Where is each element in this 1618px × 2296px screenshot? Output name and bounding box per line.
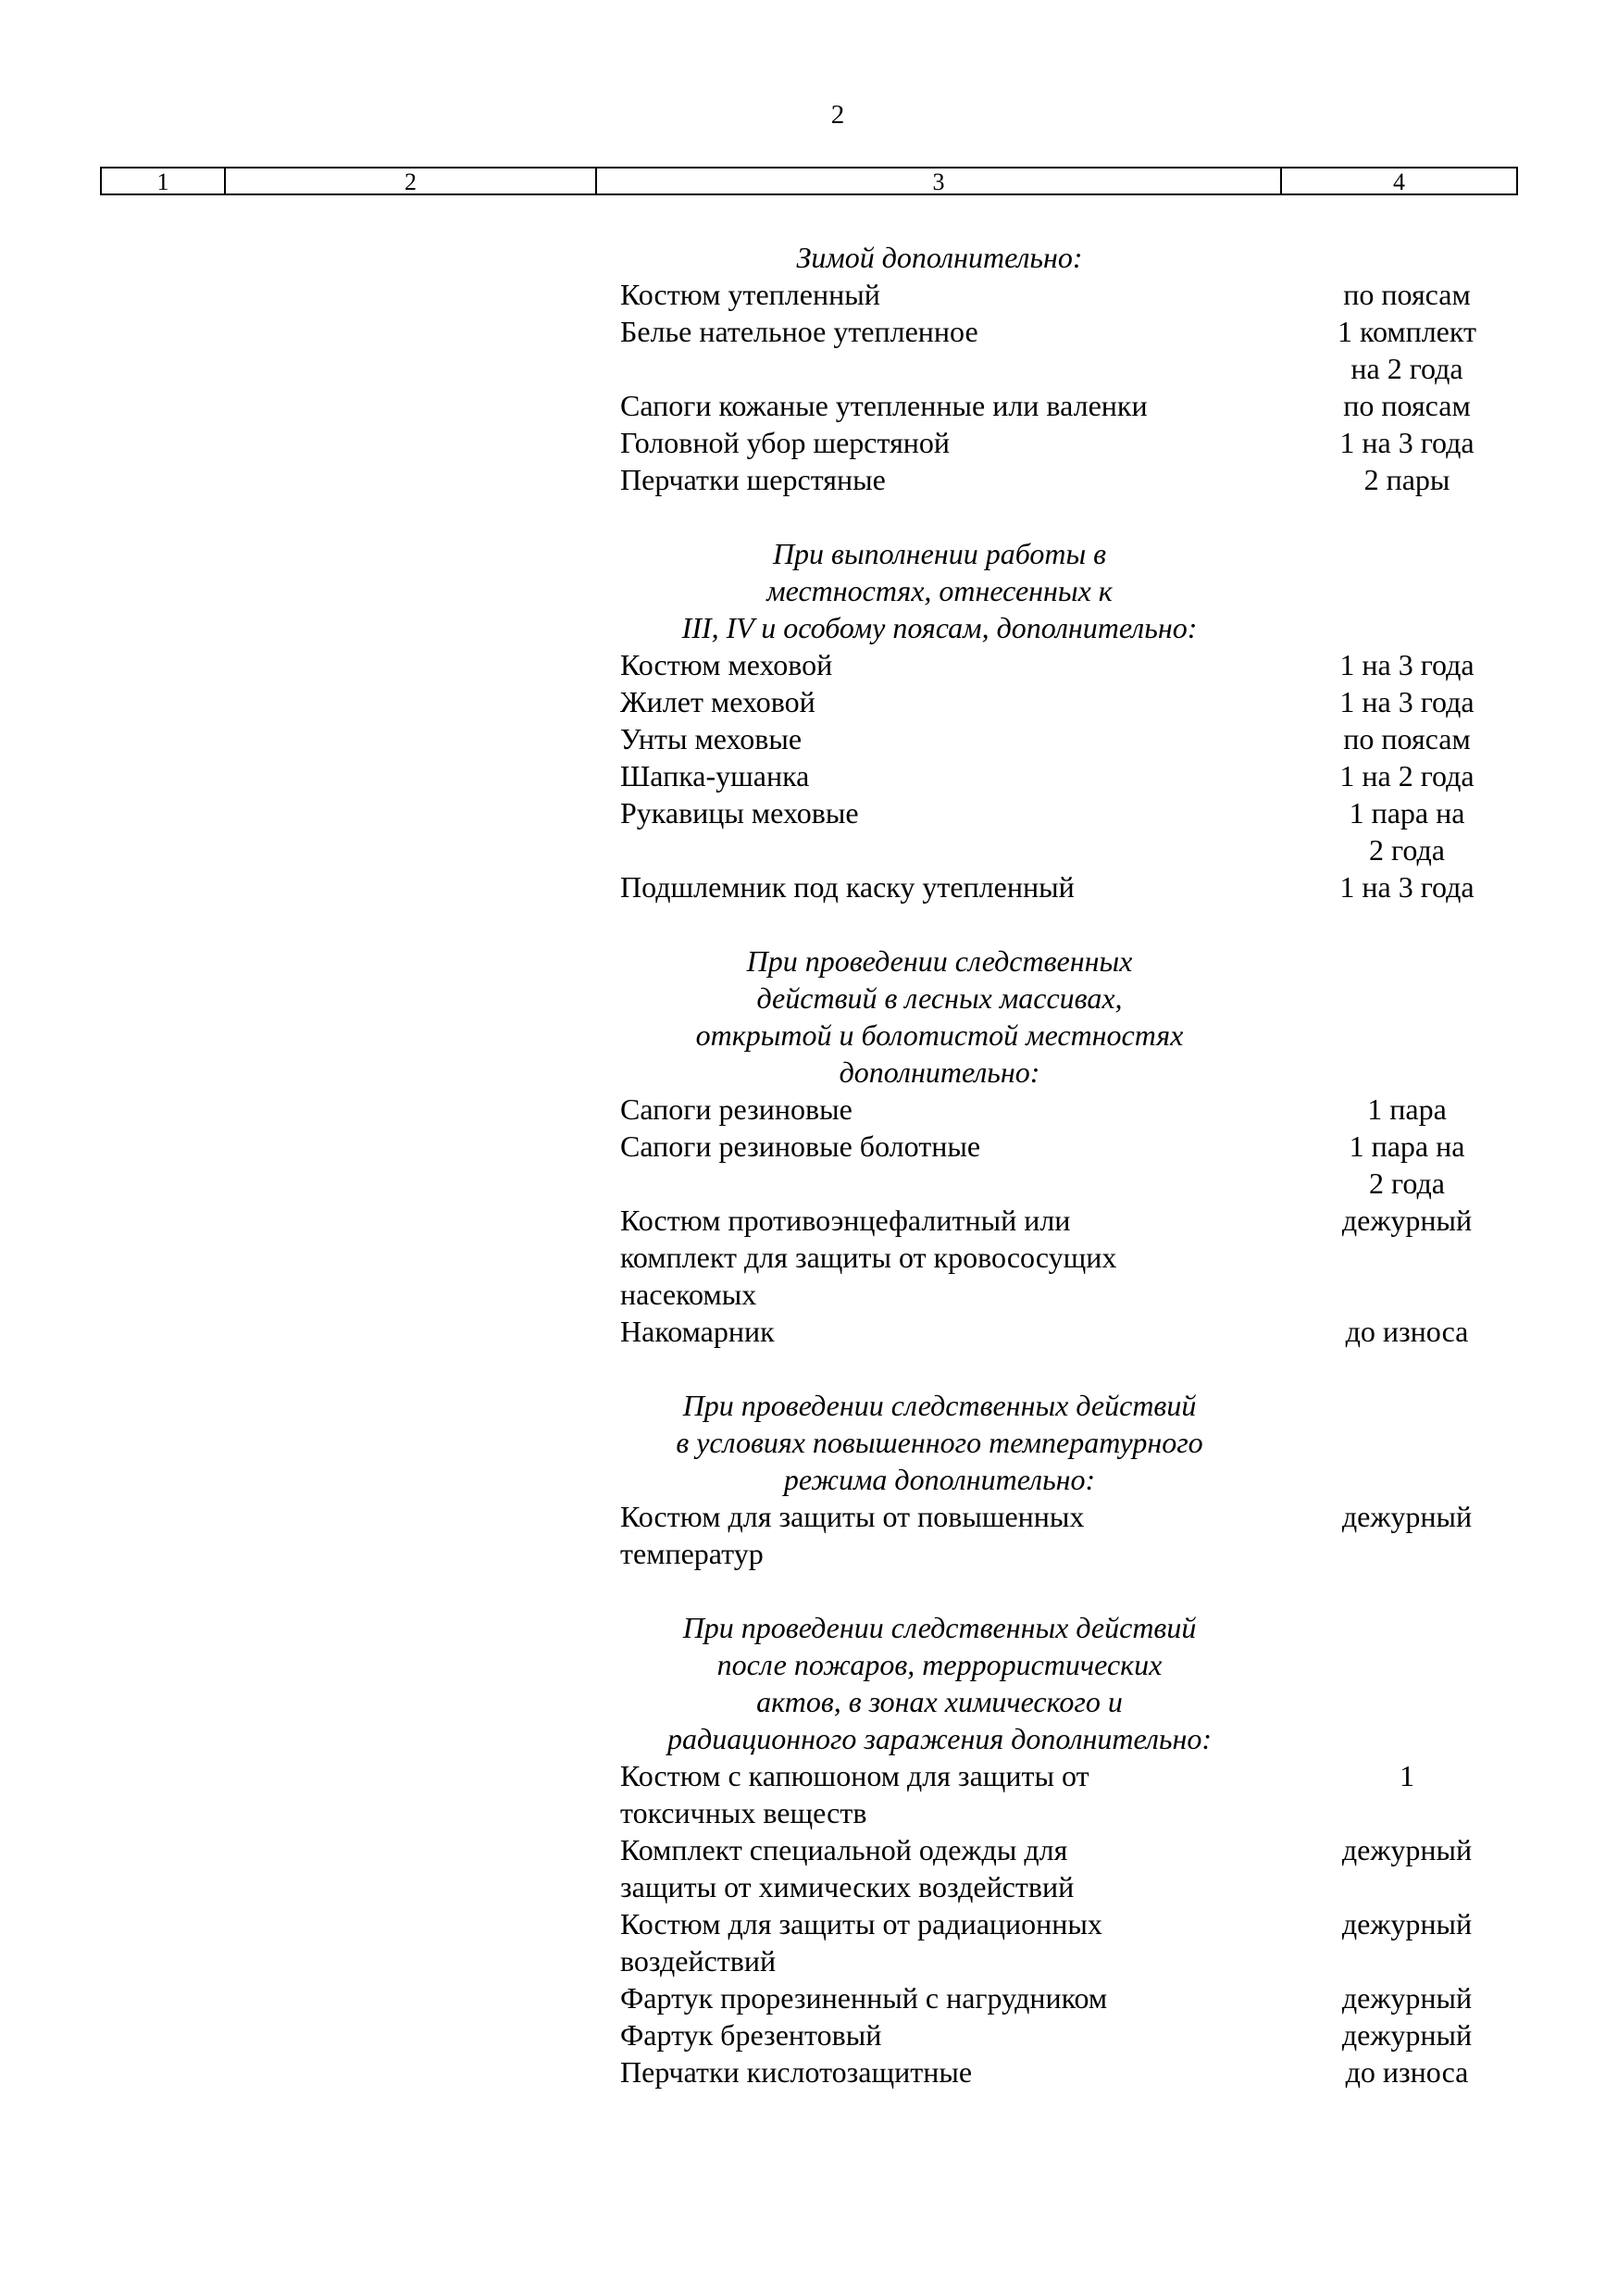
list-item bbox=[0, 387, 1618, 424]
item-quantity-line: на 2 года bbox=[1350, 352, 1463, 385]
item-quantity bbox=[1305, 2016, 1509, 2053]
item-name-line: Костюм для защиты от повышенных bbox=[620, 1500, 1085, 1533]
item-quantity-line: 1 на 3 года bbox=[1339, 685, 1475, 718]
item-quantity-line: 1 bbox=[1400, 1759, 1414, 1792]
item-quantity-line: 2 года bbox=[1369, 1167, 1445, 1200]
item-name bbox=[620, 1905, 1305, 1979]
header-col-3: 3 bbox=[597, 168, 1282, 193]
section-heading bbox=[616, 1609, 1263, 1757]
item-name bbox=[620, 683, 1305, 720]
item-name-line: Сапоги резиновые bbox=[620, 1092, 853, 1126]
list-item bbox=[0, 1831, 1618, 1905]
item-quantity-line: 2 пары bbox=[1363, 463, 1450, 496]
item-name bbox=[620, 757, 1305, 794]
item-name-line: Костюм с капюшоном для защиты от bbox=[620, 1759, 1089, 1792]
item-quantity-line: 1 пара на bbox=[1349, 1129, 1465, 1163]
section-heading-line: Зимой дополнительно: bbox=[796, 241, 1083, 274]
item-quantity bbox=[1305, 1313, 1509, 1350]
item-name bbox=[620, 868, 1305, 905]
item-quantity bbox=[1305, 2053, 1509, 2090]
list-item bbox=[0, 424, 1618, 461]
section-heading-line: При проведении следственных bbox=[746, 944, 1133, 978]
item-name-line: комплект для защиты от кровососущих bbox=[620, 1241, 1117, 1274]
header-col-1: 1 bbox=[102, 168, 226, 193]
item-quantity-line: 2 года bbox=[1369, 833, 1445, 867]
item-quantity-line: по поясам bbox=[1343, 389, 1471, 422]
item-name-line: Рукавицы меховые bbox=[620, 796, 859, 830]
item-name-line: Перчатки шерстяные bbox=[620, 463, 886, 496]
item-quantity-line: 1 на 3 года bbox=[1339, 870, 1475, 904]
section-heading bbox=[616, 1387, 1263, 1498]
item-quantity-line: дежурный bbox=[1341, 1833, 1473, 1866]
list-item bbox=[0, 1313, 1618, 1350]
section-heading bbox=[616, 535, 1263, 646]
item-name-line: Сапоги резиновые болотные bbox=[620, 1129, 981, 1163]
item-quantity-line: дежурный bbox=[1341, 2018, 1473, 2052]
list-item bbox=[0, 1979, 1618, 2016]
item-name bbox=[620, 1831, 1305, 1905]
item-quantity bbox=[1305, 646, 1509, 683]
item-name-line: Комплект специальной одежды для bbox=[620, 1833, 1068, 1866]
item-quantity-line: по поясам bbox=[1343, 278, 1471, 311]
item-name-line: токсичных веществ bbox=[620, 1796, 867, 1829]
section-heading-line: актов, в зонах химического и bbox=[756, 1685, 1123, 1718]
section-heading bbox=[616, 942, 1263, 1091]
item-name-line: Костюм меховой bbox=[620, 648, 833, 681]
item-name bbox=[620, 1979, 1305, 2016]
item-name-line: Перчатки кислотозащитные bbox=[620, 2055, 973, 2089]
item-quantity bbox=[1305, 868, 1509, 905]
item-quantity bbox=[1305, 1498, 1509, 1572]
item-name-line: Сапоги кожаные утепленные или валенки bbox=[620, 389, 1148, 422]
document-body bbox=[0, 239, 1618, 2090]
table-header-row bbox=[100, 167, 1518, 195]
header-col-2: 2 bbox=[226, 168, 597, 193]
item-quantity bbox=[1305, 1905, 1509, 1979]
item-name-line: Костюм для защиты от радиационных bbox=[620, 1907, 1102, 1940]
item-name bbox=[620, 2053, 1305, 2090]
item-quantity bbox=[1305, 1757, 1509, 1831]
item-quantity-line: по поясам bbox=[1343, 722, 1471, 755]
list-item bbox=[0, 276, 1618, 313]
item-name-line: температур bbox=[620, 1537, 764, 1570]
section-heading-line: дополнительно: bbox=[839, 1055, 1040, 1089]
section-heading bbox=[616, 239, 1263, 276]
section-heading-line: III, IV и особому поясам, дополнительно: bbox=[681, 611, 1198, 644]
item-quantity-line: дежурный bbox=[1341, 1500, 1473, 1533]
item-name-line: Фартук брезентовый bbox=[620, 2018, 882, 2052]
section-heading-line: радиационного заражения дополнительно: bbox=[667, 1722, 1212, 1755]
item-name bbox=[620, 720, 1305, 757]
item-name-line: Костюм утепленный bbox=[620, 278, 880, 311]
item-quantity bbox=[1305, 794, 1509, 868]
list-item bbox=[0, 1091, 1618, 1128]
section-gap bbox=[0, 1350, 1618, 1387]
section-heading-line: При выполнении работы в bbox=[772, 537, 1107, 570]
section-heading-line: местностях, отнесенных к bbox=[766, 574, 1113, 607]
section-heading-line: действий в лесных массивах, bbox=[756, 981, 1123, 1015]
list-item bbox=[0, 683, 1618, 720]
section-heading-line: открытой и болотистой местностях bbox=[695, 1018, 1184, 1052]
list-item bbox=[0, 1498, 1618, 1572]
item-quantity-line: 1 пара bbox=[1367, 1092, 1447, 1126]
section-gap bbox=[0, 498, 1618, 535]
list-item bbox=[0, 720, 1618, 757]
item-name bbox=[620, 424, 1305, 461]
item-name-line: Костюм противоэнцефалитный или bbox=[620, 1204, 1071, 1237]
item-quantity bbox=[1305, 683, 1509, 720]
list-item bbox=[0, 757, 1618, 794]
item-quantity bbox=[1305, 424, 1509, 461]
section-heading-line: в условиях повышенного температурного bbox=[676, 1426, 1203, 1459]
section-gap bbox=[0, 1572, 1618, 1609]
item-quantity bbox=[1305, 1128, 1509, 1202]
item-name-line: Белье нательное утепленное bbox=[620, 315, 978, 348]
section-heading-line: При проведении следственных действий bbox=[682, 1389, 1197, 1422]
item-name-line: защиты от химических воздействий bbox=[620, 1870, 1075, 1903]
item-quantity-line: до износа bbox=[1345, 1315, 1469, 1348]
item-name bbox=[620, 1313, 1305, 1350]
list-item bbox=[0, 1905, 1618, 1979]
item-name-line: Головной убор шерстяной bbox=[620, 426, 951, 459]
item-name-line: Накомарник bbox=[620, 1315, 775, 1348]
list-item bbox=[0, 1757, 1618, 1831]
item-quantity bbox=[1305, 1202, 1509, 1313]
item-name bbox=[620, 276, 1305, 313]
item-quantity-line: 1 на 2 года bbox=[1339, 759, 1475, 792]
list-item bbox=[0, 794, 1618, 868]
item-name bbox=[620, 794, 1305, 868]
item-name bbox=[620, 1757, 1305, 1831]
section-gap bbox=[0, 905, 1618, 942]
item-quantity bbox=[1305, 276, 1509, 313]
item-quantity-line: 1 на 3 года bbox=[1339, 426, 1475, 459]
item-name-line: воздействий bbox=[620, 1944, 777, 1978]
section-heading-line: после пожаров, террористических bbox=[716, 1648, 1163, 1681]
item-quantity-line: дежурный bbox=[1341, 1981, 1473, 2015]
item-quantity-line: 1 пара на bbox=[1349, 796, 1465, 830]
item-quantity-line: до износа bbox=[1345, 2055, 1469, 2089]
item-quantity bbox=[1305, 1831, 1509, 1905]
item-name bbox=[620, 313, 1305, 387]
item-quantity bbox=[1305, 461, 1509, 498]
item-name bbox=[620, 1202, 1305, 1313]
item-quantity bbox=[1305, 1979, 1509, 2016]
item-name bbox=[620, 1128, 1305, 1202]
item-quantity-line: дежурный bbox=[1341, 1204, 1473, 1237]
item-name-line: Унты меховые bbox=[620, 722, 803, 755]
item-quantity bbox=[1305, 757, 1509, 794]
section-heading-line: При проведении следственных действий bbox=[682, 1611, 1197, 1644]
list-item bbox=[0, 1128, 1618, 1202]
item-quantity-line: 1 комплект bbox=[1338, 315, 1476, 348]
item-quantity bbox=[1305, 1091, 1509, 1128]
item-name bbox=[620, 2016, 1305, 2053]
item-quantity bbox=[1305, 387, 1509, 424]
section-heading-line: режима дополнительно: bbox=[783, 1463, 1096, 1496]
item-quantity bbox=[1305, 313, 1509, 387]
list-item bbox=[0, 646, 1618, 683]
item-name bbox=[620, 646, 1305, 683]
item-quantity-line: дежурный bbox=[1341, 1907, 1473, 1940]
item-quantity-line: 1 на 3 года bbox=[1339, 648, 1475, 681]
item-name bbox=[620, 1498, 1305, 1572]
item-name-line: Подшлемник под каску утепленный bbox=[620, 870, 1075, 904]
item-name bbox=[620, 1091, 1305, 1128]
list-item bbox=[0, 2016, 1618, 2053]
item-name-line: Фартук прорезиненный с нагрудником bbox=[620, 1981, 1108, 2015]
list-item bbox=[0, 313, 1618, 387]
list-item bbox=[0, 2053, 1618, 2090]
item-quantity bbox=[1305, 720, 1509, 757]
header-col-4: 4 bbox=[1393, 168, 1405, 195]
item-name bbox=[620, 461, 1305, 498]
item-name bbox=[620, 387, 1305, 424]
list-item bbox=[0, 461, 1618, 498]
item-name-line: насекомых bbox=[620, 1278, 757, 1311]
list-item bbox=[0, 1202, 1618, 1313]
item-name-line: Шапка-ушанка bbox=[620, 759, 810, 792]
page-number: 2 bbox=[830, 100, 845, 130]
item-name-line: Жилет меховой bbox=[620, 685, 815, 718]
list-item bbox=[0, 868, 1618, 905]
